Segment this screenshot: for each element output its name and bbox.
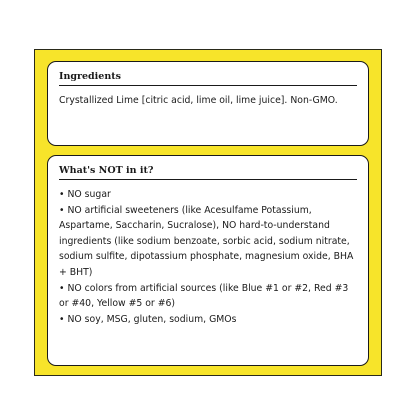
list-item: • NO artificial sweeteners (like Acesulfame Potassium, Aspartame, Saccharin, Sucralose), NO hard-to-understand ingredients (like sodium benzoate, sorbic acid, sodium nitrate, sodium sulfite, dipotassium phosphate, magnesium oxide, BHA + BHT) <box>59 203 357 281</box>
list-item: • NO colors from artificial sources (like Blue #1 or #2, Red #3 or #40, Yellow #5 or #6) <box>59 281 357 312</box>
ingredients-card <box>47 61 369 146</box>
not-in-it-title: What's NOT in it? <box>59 165 357 180</box>
label-panel <box>34 49 382 376</box>
not-in-it-list <box>59 187 357 327</box>
list-item: • NO soy, MSG, gluten, sodium, GMOs <box>59 312 357 328</box>
ingredients-title: Ingredients <box>59 71 357 86</box>
list-item: • NO sugar <box>59 187 357 203</box>
not-in-it-card <box>47 155 369 366</box>
ingredients-text: Crystallized Lime [citric acid, lime oil, lime juice]. Non-GMO. <box>59 95 338 106</box>
